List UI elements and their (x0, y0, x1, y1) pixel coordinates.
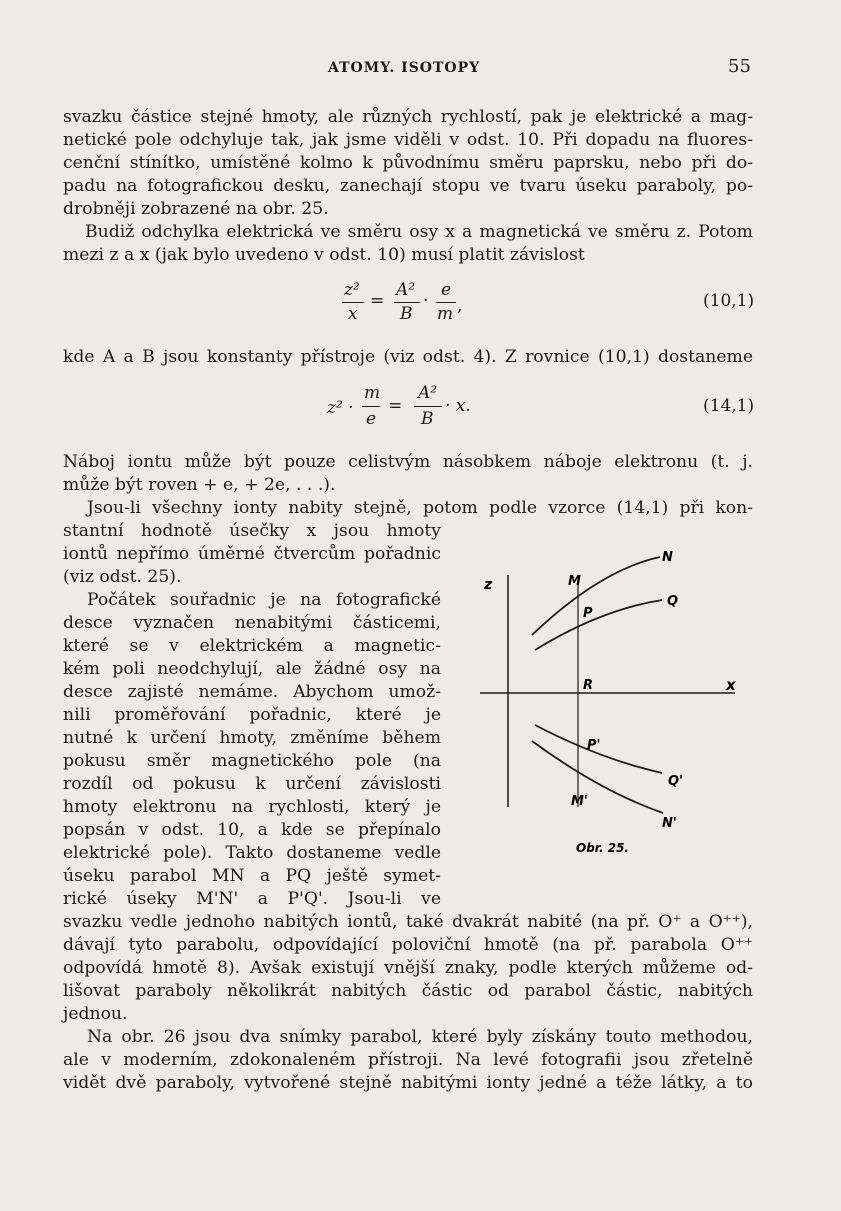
label-Qp: Q' (668, 774, 684, 789)
equation-number: (14,1) (703, 396, 755, 416)
label-Q: Q (667, 594, 679, 609)
text-line: lišovat paraboly několikrát nabitých částic od parabol částic, nabitých (63, 981, 753, 1001)
parabola-PQ (535, 600, 662, 650)
text-line: nutné k určení hmoty, změníme během (63, 728, 441, 748)
eq-dot: · (423, 291, 429, 311)
text-line: vidět dvě paraboly, vytvořené stejně nabitými ionty jedné a téže látky, a to (63, 1073, 753, 1093)
text-line: dávají tyto parabolu, odpovídající poloviční hmotě (na př. parabola O⁺⁺ (63, 935, 753, 955)
eq-fraction-denominator: e (366, 409, 377, 429)
text-line: hmoty elektronu na rychlosti, který je (63, 797, 441, 817)
text-line: desce zajisté nemáme. Abychom umož- (63, 682, 441, 702)
text-line: Počátek souřadnic je na fotografické (87, 590, 441, 610)
eq-fraction-numerator: z² (344, 280, 360, 300)
text-line: elektrické pole). Takto dostaneme vedle (63, 843, 441, 863)
text-line: odpovídá hmotě 8). Avšak existují vnější znaky, podle kterých můžeme od- (63, 958, 753, 978)
text-line: (viz odst. 25). (63, 567, 182, 587)
equation-number: (10,1) (703, 291, 755, 311)
text-line: kde A a B jsou konstanty přístroje (viz odst. 4). Z rovnice (10,1) dostaneme (63, 347, 753, 367)
eq-fraction-denominator: B (400, 304, 413, 324)
label-Pp: P' (587, 738, 601, 753)
text-line: svazku vedle jednoho nabitých iontů, také dvakrát nabité (na př. O⁺ a O⁺⁺), (63, 912, 753, 932)
label-P: P (583, 606, 593, 621)
text-line: úseku parabol MN a PQ ještě symet- (63, 866, 441, 886)
eq-term: z² · (327, 398, 354, 418)
label-N: N (662, 550, 673, 565)
figure-parabolas (470, 545, 760, 865)
text-line: které se v elektrickém a magnetic- (63, 636, 441, 656)
text-line: může být roven + e, + 2e, . . .). (63, 475, 336, 495)
eq-equals: = (370, 291, 385, 311)
page-number: 55 (728, 56, 751, 77)
eq-fraction-numerator: A² (396, 280, 416, 300)
text-line: jednou. (63, 1004, 128, 1024)
text-line: nili proměřování pořadnic, které je (63, 705, 441, 725)
text-line: Náboj iontu může být pouze celistvým násobkem náboje elektronu (t. j. (63, 452, 753, 472)
label-x: x (726, 676, 736, 694)
fraction-bar (414, 406, 442, 407)
eq-comma: , (457, 296, 463, 316)
text-line: drobněji zobrazené na obr. 25. (63, 199, 329, 219)
eq-fraction-numerator: m (364, 383, 381, 403)
text-line: popsán v odst. 10, a kde se přepínalo (63, 820, 441, 840)
label-M: M (568, 574, 581, 589)
text-line: cenční stínítko, umístěné kolmo k původnímu směru paprsku, nebo při do- (63, 153, 753, 173)
fraction-bar (436, 302, 456, 303)
label-R: R (583, 678, 594, 693)
label-Mp: M' (571, 794, 588, 809)
fraction-bar (342, 302, 364, 303)
label-Np: N' (662, 816, 677, 831)
eq-fraction-numerator: A² (418, 383, 438, 403)
text-line: desce vyznačen nenabitými částicemi, (63, 613, 441, 633)
text-line: netické pole odchyluje tak, jak jsme viděli v odst. 10. Při dopadu na fluores- (63, 130, 753, 150)
text-line: iontů nepřímo úměrné čtvercům pořadnic (63, 544, 441, 564)
eq-fraction-denominator: m (437, 304, 454, 324)
figure-caption: Obr. 25. (576, 841, 629, 855)
text-line: stantní hodnotě úsečky x jsou hmoty (63, 521, 441, 541)
eq-term: · x. (445, 396, 471, 416)
running-header: ATOMY. ISOTOPY (328, 60, 481, 76)
eq-equals: = (388, 396, 403, 416)
fraction-bar (362, 406, 380, 407)
label-z: z (484, 577, 493, 593)
text-line: Budiž odchylka elektrická ve směru osy x a magnetická ve směru z. Potom (85, 222, 753, 242)
text-line: svazku částice stejné hmoty, ale různých rychlostí, pak je elektrické a mag- (63, 107, 753, 127)
eq-fraction-numerator: e (441, 280, 452, 300)
text-line: mezi z a x (jak bylo uvedeno v odst. 10) musí platit závislost (63, 245, 585, 265)
eq-fraction-denominator: x (348, 304, 358, 324)
fraction-bar (394, 302, 420, 303)
text-line: Jsou-li všechny ionty nabity stejně, potom podle vzorce (14,1) při kon- (87, 498, 753, 518)
text-line: rozdíl od pokusu k určení závislosti (63, 774, 441, 794)
parabola-MN (532, 557, 660, 635)
text-line: pokusu směr magnetického pole (na (63, 751, 441, 771)
eq-fraction-denominator: B (421, 409, 434, 429)
text-line: kém poli neodchylují, ale žádné osy na (63, 659, 441, 679)
text-line: Na obr. 26 jsou dva snímky parabol, které byly získány touto methodou, (87, 1027, 753, 1047)
text-line: padu na fotografickou desku, zanechají stopu ve tvaru úseku paraboly, po- (63, 176, 753, 196)
text-line: rické úseky M'N' a P'Q'. Jsou-li ve (63, 889, 441, 909)
text-line: ale v moderním, zdokonaleném přístroji. Na levé fotografii jsou zřetelně (63, 1050, 753, 1070)
